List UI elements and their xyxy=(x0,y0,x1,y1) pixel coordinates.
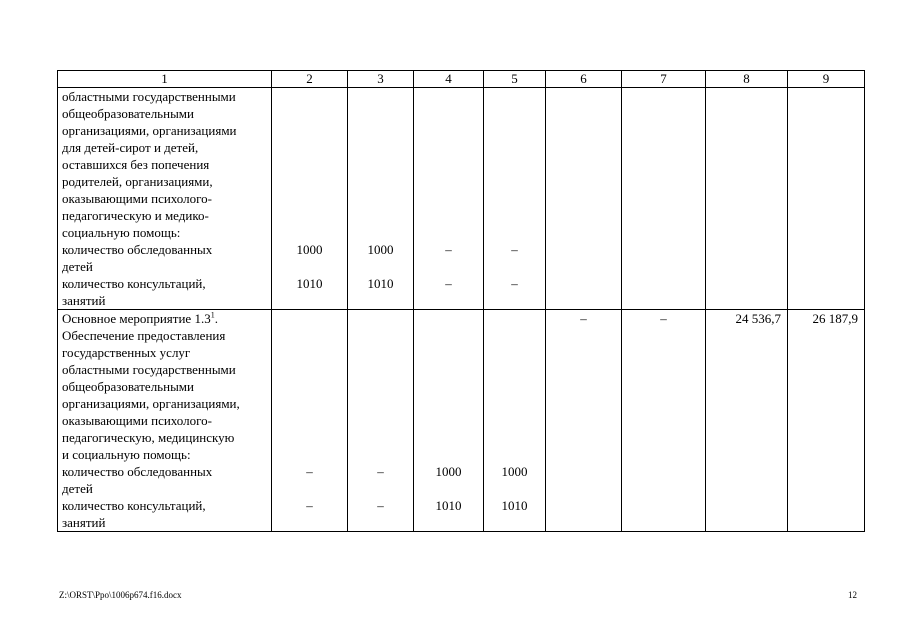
text-line: оказывающими психолого- xyxy=(62,191,212,206)
col-header-6: 6 xyxy=(546,71,622,88)
cell-value: 26 187,9 xyxy=(812,311,858,326)
cell-value: 1000 xyxy=(501,464,528,479)
cell-value: 1010 xyxy=(501,498,528,513)
cell-value: – xyxy=(660,311,667,326)
row1-col6 xyxy=(546,88,622,310)
col-header-7: 7 xyxy=(622,71,706,88)
cell-value: – xyxy=(377,464,384,479)
row2-col3 xyxy=(348,310,414,532)
text-line: педагогическую, медицинскую xyxy=(62,430,235,445)
text-line: областными государственными xyxy=(62,362,236,377)
event-title-text: Основное мероприятие 1.3 xyxy=(62,311,211,326)
text-line: организациями, организациями xyxy=(62,123,237,138)
cell-value: – xyxy=(511,242,518,257)
cell-value: – xyxy=(511,276,518,291)
col-header-9: 9 xyxy=(788,71,865,88)
text-line: организациями, организациями, xyxy=(62,396,240,411)
cell-value: 24 536,7 xyxy=(735,311,781,326)
row2-col9 xyxy=(788,310,865,532)
row2-col4 xyxy=(414,310,484,532)
header-row xyxy=(58,71,865,88)
text-line: государственных услуг xyxy=(62,345,191,360)
indicator-line: количество обследованных xyxy=(62,464,213,479)
text-line: оказывающими психолого- xyxy=(62,413,212,428)
row2-description-cell xyxy=(58,310,272,532)
event-title-end: . xyxy=(214,311,218,326)
col-header-8: 8 xyxy=(706,71,788,88)
text-line: общеобразовательными xyxy=(62,106,194,121)
text-line: социальную помощь: xyxy=(62,225,181,240)
row1-col7 xyxy=(622,88,706,310)
indicator-line: детей xyxy=(62,259,93,274)
text-line: областными государственными xyxy=(62,89,236,104)
text-line: педагогическую и медико- xyxy=(62,208,209,223)
indicator-line: количество обследованных xyxy=(62,242,213,257)
indicator-line: занятий xyxy=(62,293,106,308)
col-header-2: 2 xyxy=(272,71,348,88)
file-path-footer: Z:\ORST\Ppo\1006p674.f16.docx xyxy=(59,590,182,600)
row1-col9 xyxy=(788,88,865,310)
col-header-1: 1 xyxy=(58,71,272,88)
table-row xyxy=(58,310,865,532)
row2-col7 xyxy=(622,310,706,532)
cell-value: – xyxy=(377,498,384,513)
cell-value: 1010 xyxy=(435,498,462,513)
col-header-5: 5 xyxy=(484,71,546,88)
cell-value: 1000 xyxy=(367,242,394,257)
cell-value: 1000 xyxy=(296,242,323,257)
text-line: Обеспечение предоставления xyxy=(62,328,226,343)
cell-value: – xyxy=(306,464,313,479)
indicator-line: занятий xyxy=(62,515,106,530)
row2-col2 xyxy=(272,310,348,532)
data-table xyxy=(57,70,865,532)
row2-col8 xyxy=(706,310,788,532)
row1-col5 xyxy=(484,88,546,310)
text-line: и социальную помощь: xyxy=(62,447,191,462)
cell-value: – xyxy=(306,498,313,513)
cell-value: 1010 xyxy=(367,276,394,291)
indicator-line: количество консультаций, xyxy=(62,498,206,513)
page-number: 12 xyxy=(848,590,857,600)
row1-col4 xyxy=(414,88,484,310)
cell-value: – xyxy=(445,242,452,257)
row2-col5 xyxy=(484,310,546,532)
cell-value: – xyxy=(580,311,587,326)
event-title xyxy=(62,310,269,327)
col-header-3: 3 xyxy=(348,71,414,88)
row2-col6 xyxy=(546,310,622,532)
cell-value: 1000 xyxy=(435,464,462,479)
footnote-mark: 1 xyxy=(210,310,215,320)
row1-col2 xyxy=(272,88,348,310)
row1-description-cell xyxy=(58,88,272,310)
text-line: общеобразовательными xyxy=(62,379,194,394)
row1-col3 xyxy=(348,88,414,310)
row1-col8 xyxy=(706,88,788,310)
indicator-line: количество консультаций, xyxy=(62,276,206,291)
cell-value: – xyxy=(445,276,452,291)
table-row xyxy=(58,88,865,310)
col-header-4: 4 xyxy=(414,71,484,88)
indicator-line: детей xyxy=(62,481,93,496)
text-line: для детей-сирот и детей, xyxy=(62,140,199,155)
cell-value: 1010 xyxy=(296,276,323,291)
text-line: оставшихся без попечения xyxy=(62,157,210,172)
text-line: родителей, организациями, xyxy=(62,174,213,189)
